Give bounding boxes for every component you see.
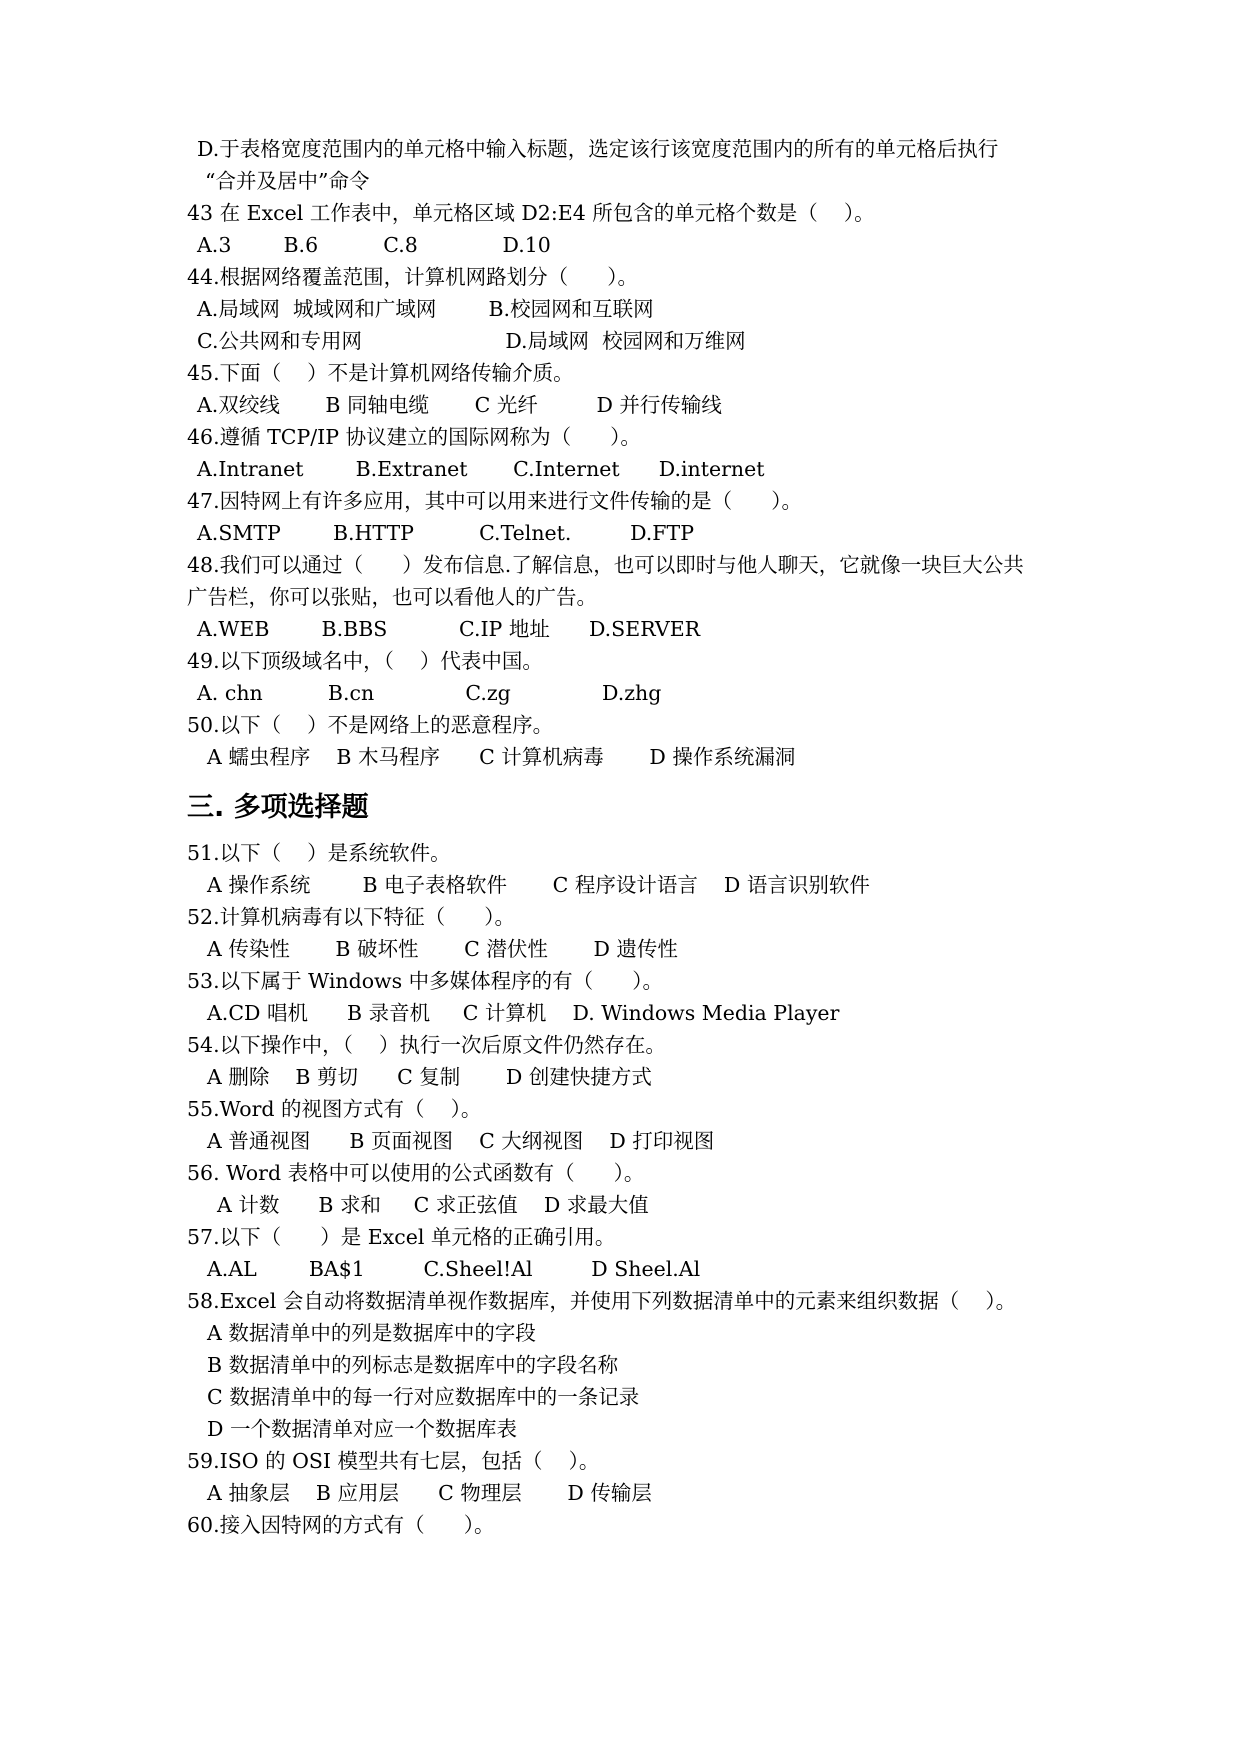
question-59: 59.ISO 的 OSI 模型共有七层，包括（ ）。 bbox=[187, 1449, 600, 1473]
options-52: A 传染性 B 破坏性 C 潜伏性 D 遗传性 bbox=[207, 937, 678, 961]
question-60: 60.接入因特网的方式有（ ）。 bbox=[187, 1513, 495, 1537]
question-47: 47.因特网上有许多应用，其中可以用来进行文件传输的是（ ）。 bbox=[187, 489, 802, 513]
section-heading: 三. 多项选择题 bbox=[187, 792, 369, 823]
option-58-b: B 数据清单中的列标志是数据库中的字段名称 bbox=[207, 1353, 619, 1377]
options-55: A 普通视图 B 页面视图 C 大纲视图 D 打印视图 bbox=[207, 1129, 715, 1153]
option-58-d: D 一个数据清单对应一个数据库表 bbox=[207, 1417, 517, 1441]
question-44: 44.根据网络覆盖范围，计算机网路划分（ ）。 bbox=[187, 265, 638, 289]
question-56: 56. Word 表格中可以使用的公式函数有（ ）。 bbox=[187, 1161, 645, 1185]
question-48: 48.我们可以通过（ ）发布信息.了解信息，也可以即时与他人聊天，它就像一块巨大公共 bbox=[187, 553, 1024, 577]
options-50: A 蠕虫程序 B 木马程序 C 计算机病毒 D 操作系统漏洞 bbox=[207, 745, 796, 769]
options-43: A.3 B.6 C.8 D.10 bbox=[197, 233, 551, 257]
options-59: A 抽象层 B 应用层 C 物理层 D 传输层 bbox=[207, 1481, 652, 1505]
question-57: 57.以下（ ）是 Excel 单元格的正确引用。 bbox=[187, 1225, 616, 1249]
question-58: 58.Excel 会自动将数据清单视作数据库，并使用下列数据清单中的元素来组织数据（ ）。 bbox=[187, 1289, 1017, 1313]
options-46: A.Intranet B.Extranet C.Internet D.internet bbox=[197, 457, 765, 481]
options-44-a: A.局域网 城域网和广域网 B.校园网和互联网 bbox=[197, 297, 654, 321]
question-45: 45.下面（ ）不是计算机网络传输介质。 bbox=[187, 361, 574, 385]
options-56: A 计数 B 求和 C 求正弦值 D 求最大值 bbox=[217, 1193, 649, 1217]
options-54: A 删除 B 剪切 C 复制 D 创建快捷方式 bbox=[207, 1065, 652, 1089]
question-54: 54.以下操作中，（ ）执行一次后原文件仍然存在。 bbox=[187, 1033, 666, 1057]
question-49: 49.以下顶级域名中，（ ）代表中国。 bbox=[187, 649, 543, 673]
options-47: A.SMTP B.HTTP C.Telnet. D.FTP bbox=[197, 521, 694, 545]
options-44-b: C.公共网和专用网 D.局域网 校园网和万维网 bbox=[197, 329, 746, 353]
options-48: A.WEB B.BBS C.IP 地址 D.SERVER bbox=[197, 617, 701, 641]
question-50: 50.以下（ ）不是网络上的恶意程序。 bbox=[187, 713, 554, 737]
options-45: A.双绞线 B 同轴电缆 C 光纤 D 并行传输线 bbox=[197, 393, 722, 417]
question-55: 55.Word 的视图方式有（ ）。 bbox=[187, 1097, 482, 1121]
option-58-a: A 数据清单中的列是数据库中的字段 bbox=[207, 1321, 536, 1345]
option-58-c: C 数据清单中的每一行对应数据库中的一条记录 bbox=[207, 1385, 640, 1409]
question-48-cont: 广告栏，你可以张贴，也可以看他人的广告。 bbox=[187, 585, 597, 609]
options-53: A.CD 唱机 B 录音机 C 计算机 D. Windows Media Player bbox=[207, 1001, 840, 1025]
question-53: 53.以下属于 Windows 中多媒体程序的有（ ）。 bbox=[187, 969, 663, 993]
text-line: D.于表格宽度范围内的单元格中输入标题，选定该行该宽度范围内的所有的单元格后执行 bbox=[197, 137, 999, 161]
options-57: A.AL BA$1 C.Sheel!Al D Sheel.Al bbox=[207, 1257, 701, 1281]
question-51: 51.以下（ ）是系统软件。 bbox=[187, 841, 451, 865]
question-52: 52.计算机病毒有以下特征（ ）。 bbox=[187, 905, 515, 929]
options-51: A 操作系统 B 电子表格软件 C 程序设计语言 D 语言识别软件 bbox=[207, 873, 870, 897]
text-line: “合并及居中”命令 bbox=[205, 169, 370, 193]
options-49: A. chn B.cn C.zg D.zhg bbox=[197, 681, 662, 705]
question-46: 46.遵循 TCP/IP 协议建立的国际网称为（ ）。 bbox=[187, 425, 641, 449]
question-43: 43 在 Excel 工作表中，单元格区域 D2:E4 所包含的单元格个数是（ ）。 bbox=[187, 201, 875, 225]
